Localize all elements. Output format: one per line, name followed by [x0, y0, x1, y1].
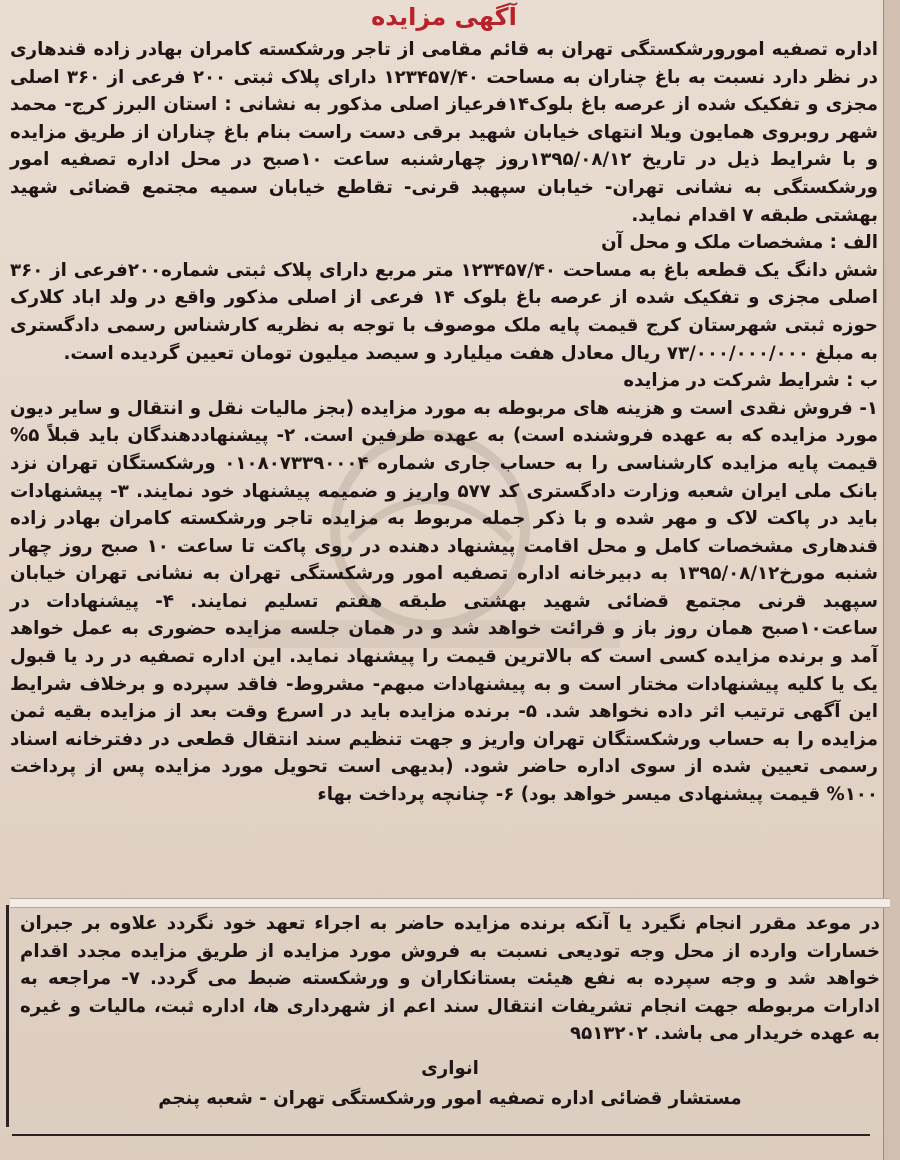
section-a-heading: الف : مشخصات ملک و محل آن [601, 232, 878, 254]
bottom-rule [12, 1134, 870, 1136]
auction-notice-continuation [20, 910, 880, 1140]
column-break [10, 898, 890, 908]
auction-notice-main [10, 0, 878, 900]
section-a-body: شش دانگ یک قطعه باغ به مساحت ۱۲۳۴۵۷/۴۰ متر مربع دارای پلاک ثبتی شماره۲۰۰فرعی از ۳۶۰ اصلی مجزی و تفکیک شده از عرصه باغ بلوک ۱۴ فرعی از اصلی مذکور واقع در ولد اباد کلارک حوزه ثبتی شهرستان کرج قیمت پایه ملک موصوف با توجه به نظریه کارشناس رسمی دادگستری به مبلغ ۷۳/۰۰۰/۰۰۰/۰۰۰ ریال معادل هفت میلیارد و سیصد میلیون تومان تعیین گردیده است. [10, 259, 879, 364]
notice-title: آگهی مزایده [371, 3, 517, 31]
notice-intro: اداره تصفیه امورورشکستگی تهران به قائم مقامی از تاجر ورشکسته کامران بهادر زاده قندهاری در نظر دارد نسبت به باغ چناران به مساحت ۱۲۳۴۵۷/۴۰ دارای پلاک ثبتی ۲۰۰ فرعی از ۳۶۰ اصلی مجزی و تفکیک شده از عرصه باغ بلوک۱۴فرعیاز اصلی مذکور به نشانی : استان البرز کرج- محمد شهر روبروی همایون ویلا انتهای خیابان شهید برقی دست راست بنام باغ چناران از طریق مزایده و با شرایط ذیل در تاریخ ۱۳۹۵/۰۸/۱۲روز چهارشنبه ساعت ۱۰صبح در محل اداره تصفیه امور ورشکستگی به نشانی تهران- خیابان سپهبد قرنی- تقاطع خیابان سمیه مجتمع قضائی شهید بهشتی طبقه ۷ اقدام نماید. [10, 39, 879, 226]
signature-title: مستشار قضائی اداره تصفیه امور ورشکستگی تهران - شعبه پنجم [158, 1087, 742, 1109]
continuation-body: در موعد مقرر انجام نگیرد یا آنکه برنده مزایده حاضر به اجراء تعهد خود نگردد علاوه بر جبران خسارات وارده از محل وجه تودیعی نسبت به فروش مورد مزایده از طریق مزایده مجدد اقدام خواهد شد و وجه سپرده به نفع هیئت بستانکاران و ورشکسته ضبط می گردد. ۷- مراجعه به ادارات مربوطه جهت انجام تشریفات انتقال سند اعم از شهرداری ها، اداره ثبت، مالیات و غیره به عهده خریدار می باشد. ۹۵۱۳۲۰۲ [20, 913, 880, 1045]
signature-name: انواری [421, 1057, 479, 1079]
column-border [6, 905, 9, 1127]
adjacent-column-edge [883, 0, 900, 1160]
section-b-body: ۱- فروش نقدی است و هزینه های مربوطه به مورد مزایده (بجز مالیات نقل و انتقال و سایر دیون مورد مزایده که به عهده فروشنده است) به عهده طرفین است. ۲- پیشنهاددهندگان باید قبلاً ۵% قیمت پایه مزایده کارشناسی را به حساب جاری شماره ۰۱۰۸۰۷۳۳۹۰۰۰۴ ورشکستگان تهران نزد بانک ملی ایران شعبه وزارت دادگستری کد ۵۷۷ واریز و ضمیمه پیشنهاد خود نمایند. ۳- پیشنهادات باید در پاکت لاک و مهر شده و با ذکر جمله مربوط به مزایده تاجر ورشکسته کامران بهادر زاده قندهاری مشخصات کامل و محل اقامت پیشنهاد دهنده در روی پاکت تا ساعت ۱۰ صبح روز چهار شنبه مورخ۱۳۹۵/۰۸/۱۲ به دبیرخانه اداره تصفیه امور ورشکستگی تهران به نشانی تهران خیابان سپهبد قرنی مجتمع قضائی شهید بهشتی طبقه هفتم تسلیم نمایند. ۴- پیشنهادات در ساعت۱۰صبح همان روز باز و قرائت خواهد شد و در همان جلسه مزایده حضوری به عمل خواهد آمد و برنده مزایده کسی است که بالاترین قیمت را پیشنهاد نماید. این اداره تصفیه در رد یا قبول یک یا کلیه پیشنهادات مختار است و به پیشنهادات مبهم- مشروط- فاقد سپرده و برخلاف شرایط این آگهی ترتیب اثر داده نخواهد شد. ۵- برنده مزایده باید در اسرع وقت بعد از مزایده بقیه ثمن مزایده را به حساب ورشکستگان تهران واریز و جهت تنظیم سند انتقال قطعی در دفترخانه اسناد رسمی تعیین شده از سوی اداره حاضر شود. (بدیهی است تحویل مورد مزایده پس از پرداخت ۱۰۰% قیمت پیشنهادی میسر خواهد بود) ۶- چنانچه پرداخت بهاء [10, 397, 879, 806]
section-b-heading: ب : شرایط شرکت در مزایده [623, 370, 878, 392]
